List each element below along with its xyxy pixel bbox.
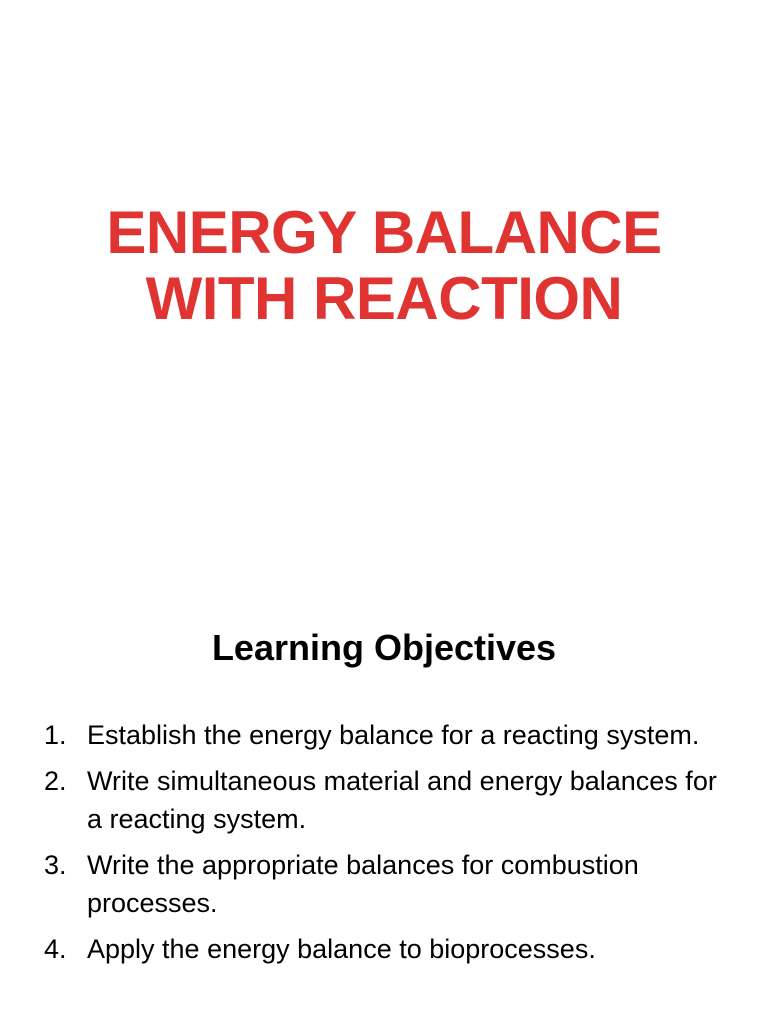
objective-item (0, 930, 768, 968)
objective-item (0, 716, 768, 754)
objective-number: 2. (44, 766, 67, 796)
objectives-heading: Learning Objectives (211, 627, 557, 668)
objective-number: 4. (44, 934, 67, 964)
objective-item (0, 762, 768, 838)
slide-title (0, 200, 768, 332)
objective-text: Write the appropriate balances for combustion processes. (87, 850, 639, 918)
objective-text: Apply the energy balance to bioprocesses. (87, 934, 596, 964)
title-line-1: ENERGY BALANCE (106, 199, 662, 266)
objective-number: 1. (44, 720, 67, 750)
objectives-slide (0, 576, 768, 1024)
objectives-list (0, 716, 768, 976)
title-line-2: WITH REACTION (145, 265, 623, 332)
objective-number: 3. (44, 850, 67, 880)
objective-text: Establish the energy balance for a reacting system. (87, 720, 700, 750)
objective-item (0, 846, 768, 922)
objective-text: Write simultaneous material and energy balances for a reacting system. (87, 766, 717, 834)
